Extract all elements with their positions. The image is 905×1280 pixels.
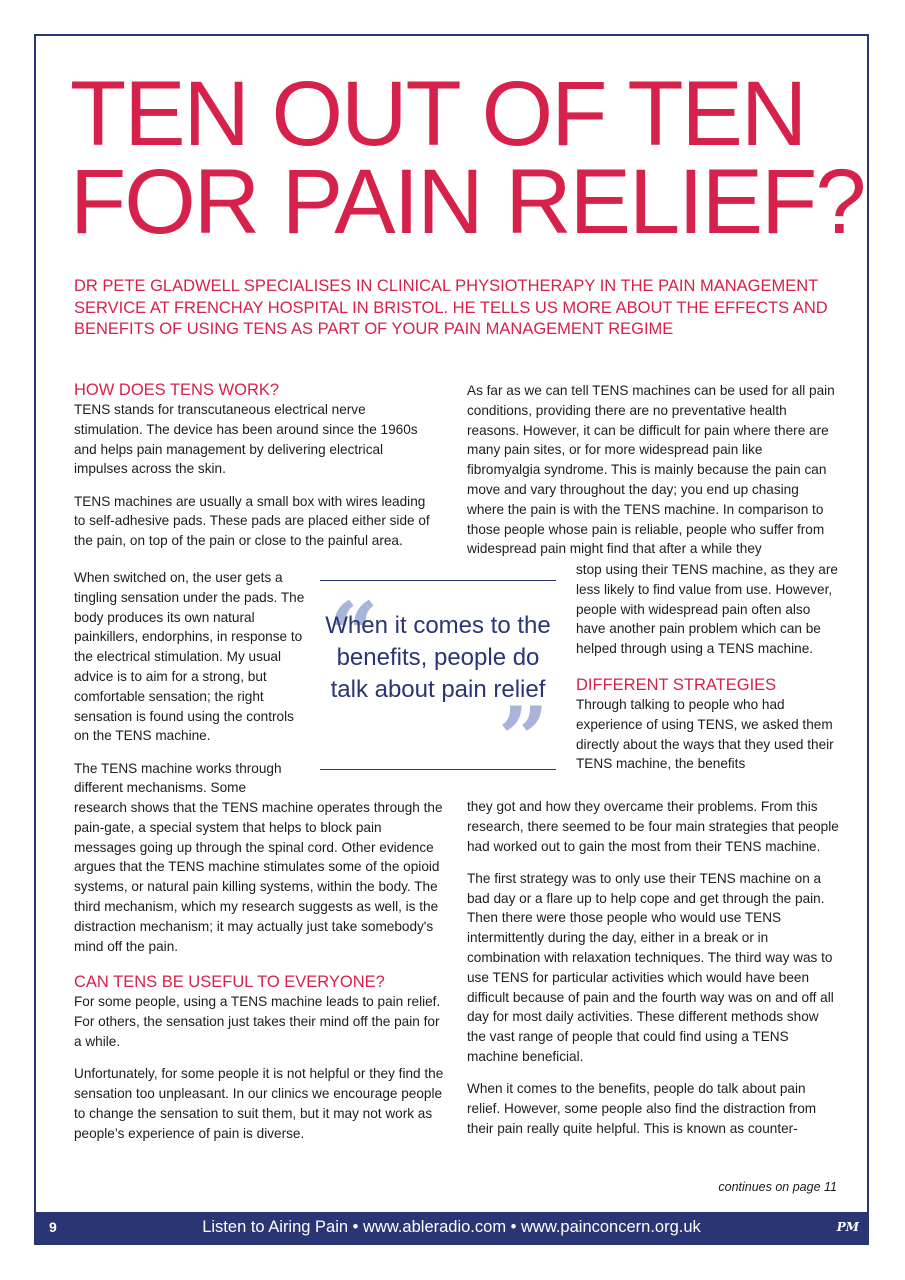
paragraph: TENS stands for transcutaneous electrical nerve stimulation. The device has been around since the 1960s and helps pain management by delivering electrical impulses across the skin. (74, 402, 418, 477)
pull-quote-top-rule (320, 580, 556, 581)
article-title (70, 63, 870, 253)
heading-can-tens-be-useful: CAN TENS BE USEFUL TO EVERYONE? (74, 973, 385, 992)
left-column-narrow (74, 568, 306, 798)
pull-quote (320, 580, 556, 791)
title-line-1: TEN OUT OF TEN (70, 63, 806, 165)
pull-quote-bottom-rule (320, 769, 556, 770)
paragraph: For some people, using a TENS machine leads to pain relief. For others, the sensation just takes their mind off the pain for a while. (74, 994, 441, 1049)
footer-text: Listen to Airing Pain • www.ableradio.com • www.painconcern.org.uk (202, 1218, 701, 1236)
heading-how-does-tens-work: HOW DOES TENS WORK? (74, 381, 280, 399)
open-quote-mark: “ (328, 582, 379, 686)
paragraph: they got and how they overcame their problems. From this research, there seemed to be four main strategies that people had worked out to gain the most from their TENS machine. (467, 799, 839, 854)
paragraph: When switched on, the user gets a tingling sensation under the pads. The body produces its own natural painkillers, endorphins, in response to the electrical stimulation. My usual advice is to aim for a strong, but comfortable sensation; the right sensation is found using the controls on the TENS machine. (74, 570, 305, 744)
right-column-bottom (467, 797, 839, 1151)
paragraph: stop using their TENS machine, as they are less likely to find value from use. However, people with widespread pain often also have another pain problem which can be helped through using a TENS machine. (576, 562, 838, 657)
paragraph: TENS machines are usually a small box with wires leading to self-adhesive pads. These pads are placed either side of the pain, on top of the pain or close to the painful area. (74, 493, 430, 549)
title-line-2: FOR PAIN RELIEF? (70, 151, 865, 253)
paragraph: The first strategy was to only use their TENS machine on a bad day or a flare up to help cope and get through the pain. Then there were those people who would use TENS intermittently during the day, either in a break or in combination with relaxation techniques. The third way was to use TENS for particular activities which would have been difficult because of pain and the fourth way was on and off all day for most daily activities. These different methods show the vast range of people that could find using a TENS machine beneficial. (467, 870, 834, 1065)
footer-bar (34, 1212, 869, 1245)
paragraph: Unfortunately, for some people it is not helpful or they find the sensation too unpleasant. In our clinics we encourage people to change the sensation to suit them, but it may not work as people’s experience of pain is diverse. (74, 1066, 444, 1141)
paragraph: The TENS machine works through different mechanisms. Some (74, 760, 282, 796)
paragraph: As far as we can tell TENS machines can be used for all pain conditions, providing there are no preventative health reasons. However, it can be difficult for pain where there are many pain sites, or for more widespread pain like fibromyalgia syndrome. This is mainly because the pain can move and vary throughout the day; you end up chasing where the pain is with the TENS machine. In comparison to those people whose pain is reliable, people who suffer from widespread pain might find that after a while they (467, 383, 835, 557)
continues-note: continues on page 11 (718, 1180, 837, 1194)
page-number: 9 (49, 1219, 57, 1235)
heading-different-strategies: DIFFERENT STRATEGIES (576, 675, 777, 694)
paragraph: When it comes to the benefits, people do talk about pain relief. However, some people also find the distraction from their pain really quite helpful. This is known as counter- (467, 1081, 817, 1136)
right-column-narrow (576, 560, 838, 774)
paragraph: Through talking to people who had experience of using TENS, we asked them directly about the ways that they used their TENS machine, the benefits (576, 696, 834, 772)
pull-quote-text: When it comes to the benefits, people do talk about pain relief (325, 612, 551, 703)
standfirst: DR PETE GLADWELL SPECIALISES IN CLINICAL PHYSIOTHERAPY IN THE PAIN MANAGEMENT SERVICE AT FRENCHAY HOSPITAL IN BRISTOL. HE TELLS US MORE ABOUT THE EFFECTS AND BENEFITS OF USING TENS AS PART OF YOUR PAIN MANAGEMENT REGIME (74, 277, 828, 338)
right-column-top (467, 381, 837, 559)
left-column-top (74, 380, 436, 564)
close-quote-mark: ” (498, 687, 549, 791)
paragraph: research shows that the TENS machine operates through the pain-gate, a special system that helps to block pain messages going up through the spinal cord. Other evidence argues that the TENS machine stimulates some of the opioid systems, or natural pain killing systems, within the body. The third mechanism, which my research suggests as well, is the distraction mechanism; it may actually just take somebody's mind off the pain. (74, 800, 443, 954)
publication-logo: PM (836, 1220, 859, 1234)
left-column-bottom (74, 798, 444, 1156)
